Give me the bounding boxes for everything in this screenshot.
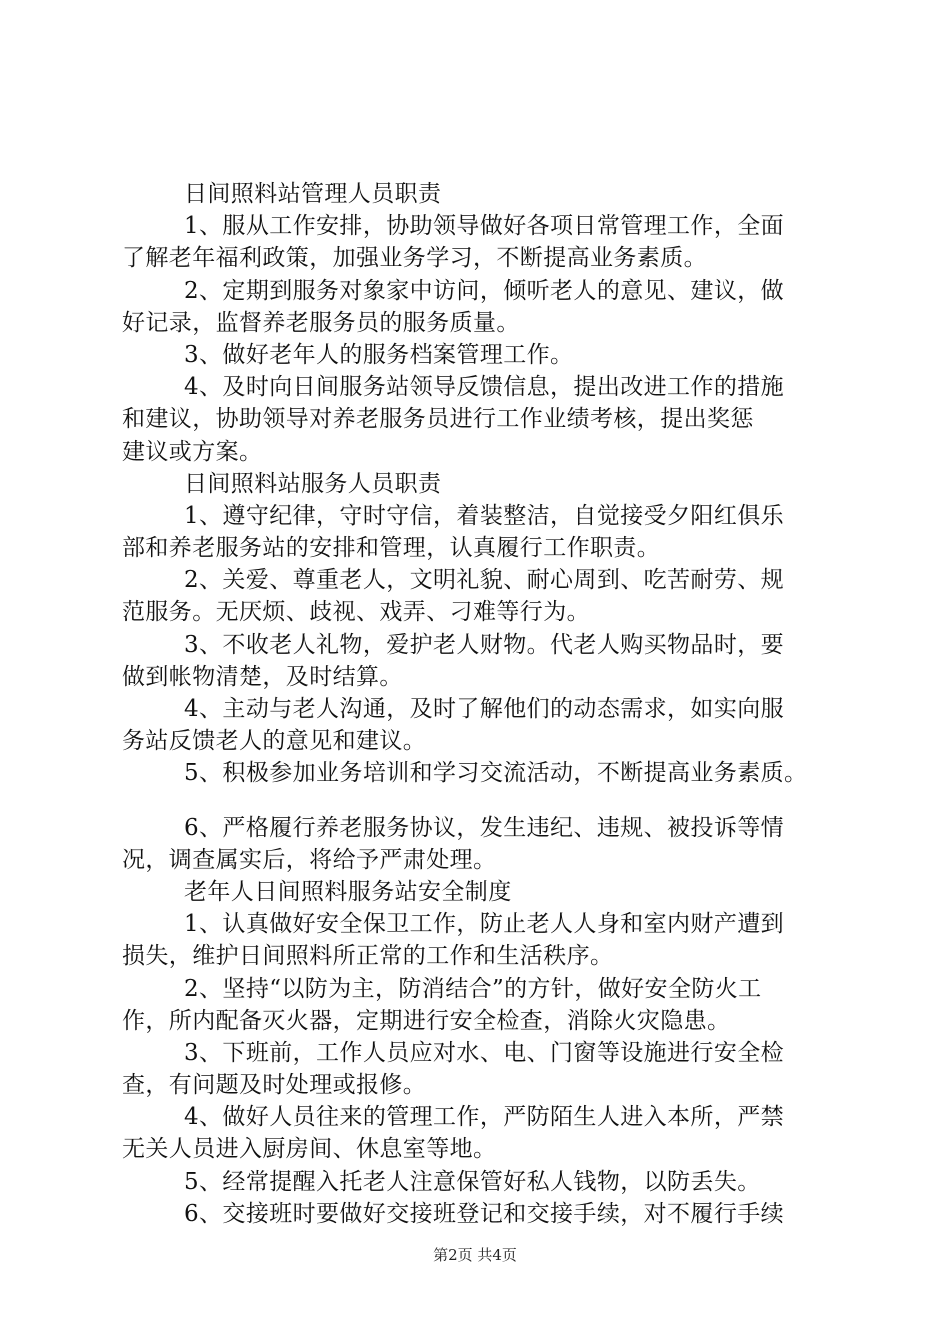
paragraph-gap xyxy=(122,790,842,812)
paragraph-line: 况，调查属实后，将给予严肃处理。 xyxy=(122,846,497,873)
document-body xyxy=(122,178,842,1230)
page-footer: 第2页 共4页 xyxy=(433,1246,517,1264)
paragraph-line: 4、做好人员往来的管理工作，严防陌生人进入本所，严禁 xyxy=(184,1104,785,1131)
paragraph-line: 务站反馈老人的意见和建议。 xyxy=(122,728,427,755)
paragraph-line: 部和养老服务站的安排和管理，认真履行工作职责。 xyxy=(122,535,661,562)
paragraph-line: 好记录，监督养老服务员的服务质量。 xyxy=(122,309,520,336)
paragraph-line: 2、关爱、尊重老人，文明礼貌、耐心周到、吃苦耐劳、规 xyxy=(184,567,785,594)
paragraph-line: 作，所内配备灭火器，定期进行安全检查，消除火灾隐患。 xyxy=(122,1007,731,1034)
paragraph-line: 损失，维护日间照料所正常的工作和生活秩序。 xyxy=(122,943,614,970)
paragraph-line: 4、及时向日间服务站领导反馈信息，提出改进工作的措施 xyxy=(184,374,785,401)
paragraph-line: 4、主动与老人沟通，及时了解他们的动态需求，如实向服 xyxy=(184,696,785,722)
section-heading: 日间照料站管理人员职责 xyxy=(184,181,442,207)
paragraph-line: 2、定期到服务对象家中访问，倾听老人的意见、建议，做 xyxy=(184,277,785,304)
paragraph-line: 3、做好老年人的服务档案管理工作。 xyxy=(184,341,574,368)
paragraph-line: 2、坚持“以防为主，防消结合”的方针，做好安全防火工 xyxy=(184,975,762,1002)
paragraph-line: 做到帐物清楚，及时结算。 xyxy=(122,663,403,690)
paragraph-line: 和建议，协助领导对养老服务员进行工作业绩考核，提出奖惩 xyxy=(122,406,754,433)
paragraph-line: 建议或方案。 xyxy=(122,438,263,465)
paragraph-line: 6、严格履行养老服务协议，发生违纪、违规、被投诉等情 xyxy=(184,814,785,841)
paragraph-line: 范服务。无厌烦、歧视、戏弄、刁难等行为。 xyxy=(122,599,590,626)
paragraph-line: 查，有问题及时处理或报修。 xyxy=(122,1072,427,1099)
paragraph-line: 1、服从工作安排，协助领导做好各项日常管理工作，全面 xyxy=(184,213,785,240)
paragraph-line: 无关人员进入厨房间、休息室等地。 xyxy=(122,1136,497,1163)
paragraph-line: 5、积极参加业务培训和学习交流活动，不断提高业务素质。 xyxy=(184,760,808,787)
paragraph-line: 6、交接班时要做好交接班登记和交接手续，对不履行手续 xyxy=(184,1200,785,1227)
section-heading: 老年人日间照料服务站安全制度 xyxy=(184,878,512,905)
paragraph-line: 1、认真做好安全保卫工作，防止老人人身和室内财产遭到 xyxy=(184,911,785,938)
paragraph-line: 3、下班前，工作人员应对水、电、门窗等设施进行安全检 xyxy=(184,1039,785,1066)
paragraph-line: 5、经常提醒入托老人注意保管好私人钱物，以防丢失。 xyxy=(184,1168,761,1195)
paragraph-line: 3、不收老人礼物，爱护老人财物。代老人购买物品时，要 xyxy=(184,631,785,658)
paragraph-line: 了解老年福利政策，加强业务学习，不断提高业务素质。 xyxy=(122,245,707,272)
section-heading: 日间照料站服务人员职责 xyxy=(184,470,442,497)
paragraph-line: 1、遵守纪律，守时守信，着装整洁，自觉接受夕阳红俱乐 xyxy=(184,502,785,529)
